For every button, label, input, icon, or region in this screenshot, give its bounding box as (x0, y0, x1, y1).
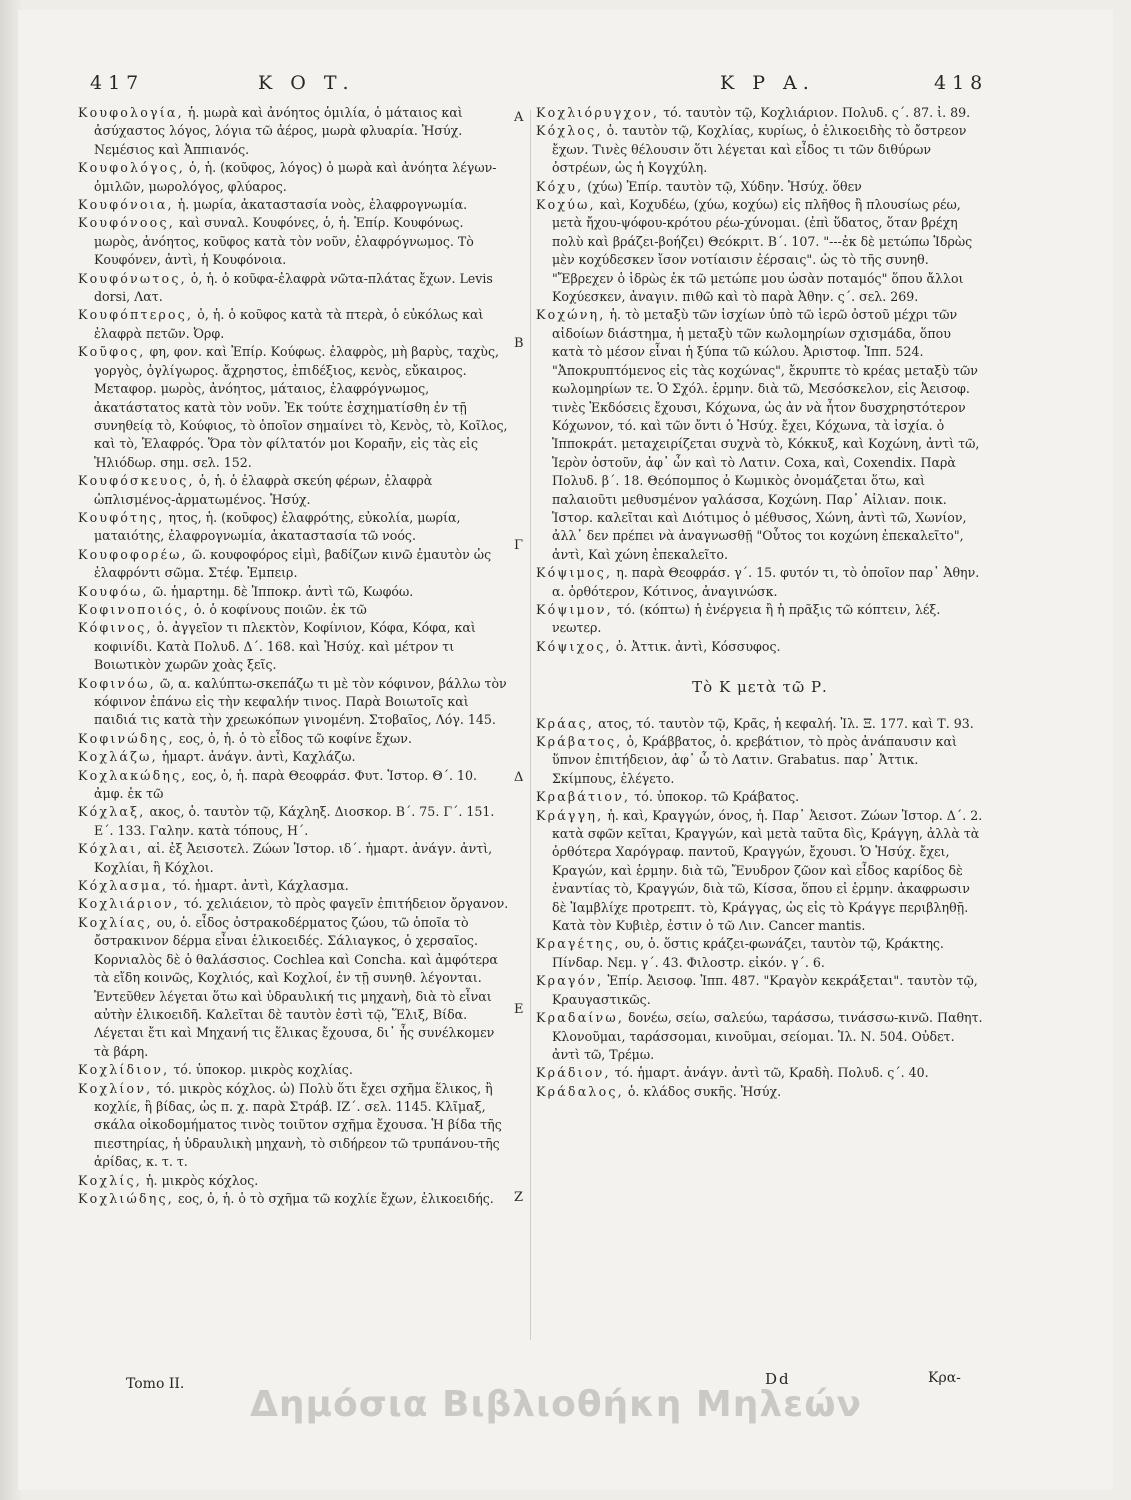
entry-definition: τό. μικρὸς κόχλος. ὠ) Πολὺ ὅτι ἔχει σχῆμα ἕλικος, ἢ κοχλίε, ἢ βίδας, ὡς π. χ. παρὰ Στράβ. ΙΖ΄. σελ. 1145. Κλῖμαξ, σκάλα οἰκοδομήματος τινὸς τοιῦτον σχῆμα ἔχουσα. Ἡ βίδα τῆς πιεστηρίας, ἡ ὑδραυλικὴ μηχανὴ, τὸ σιδήρεον τῶ τρυπάνου-τῆς ἀρίδας, κ. τ. τ. (94, 1080, 502, 1170)
margin-letter-delta: Δ (514, 770, 524, 785)
dictionary-entry (78, 914, 510, 1061)
dictionary-entry (78, 1172, 510, 1190)
dictionary-entry (78, 895, 510, 913)
library-watermark: Δημόσια Βιβλιοθήκη Μηλεών (250, 1384, 863, 1425)
dictionary-entry (536, 564, 984, 601)
entry-headword: Κόχλασμα, (78, 878, 169, 894)
dictionary-entry (78, 306, 510, 343)
dictionary-entry (78, 877, 510, 895)
dictionary-entry (78, 803, 510, 840)
entry-headword: Κοφινόω, (78, 675, 156, 691)
dictionary-entry (536, 1064, 984, 1082)
entry-headword: Κράδαλος, (536, 1083, 624, 1099)
margin-letter-zeta: Ζ (514, 1190, 524, 1205)
dictionary-entry (78, 730, 510, 748)
entry-definition: ὁ. ὁ κοφίνους ποιῶν. ἐκ τῶ (193, 601, 367, 617)
entry-headword: Κοχλακώδης, (78, 767, 188, 783)
entry-definition: ἡ. μωρία, ἀκαταστασία νοὸς, ἐλαφρογνωμία. (177, 197, 468, 213)
entry-definition: εος, ὁ, ἡ. παρὰ Θεοφράσ. Φυτ. Ἱστορ. Θ΄. 10. ἀμφ. ἐκ τῶ (94, 767, 478, 802)
right-column-bottom (536, 715, 984, 1102)
entry-definition: ου, ὁ. ὅστις κράζει-φωνάζει, ταυτὸν τῷ, Κράκτης. Πίνδαρ. Νεμ. γ΄. 43. Φιλοστρ. εἰκόν. γ΄. 6. (552, 936, 944, 970)
entry-headword: Κόψιχος, (536, 638, 612, 654)
dictionary-entry (78, 104, 510, 159)
entry-definition: ὁ, ἡ. ὁ κοῦφος κατὰ τὰ πτερὰ, ὁ εὐκόλως καὶ ἐλαφρὰ πετῶν. Ὀρφ. (94, 307, 484, 341)
entry-definition: τό. χελιάειον, τὸ πρὸς φαγεῖν ἐπιτήδειον ὄργανον. (183, 896, 509, 912)
dictionary-entry (536, 1083, 984, 1101)
dictionary-entry (78, 1190, 510, 1208)
entry-headword: Κοχώνη, (536, 307, 606, 323)
entry-definition: τό. (κόπτω) ἡ ἐνέργεια ἢ ἡ πρᾶξις τῶ κόπτειν, λέξ. νεωτερ. (552, 601, 941, 636)
dictionary-entry (78, 619, 510, 674)
entry-headword: Κοχλίας, (78, 914, 153, 930)
dictionary-entry (78, 472, 510, 509)
volume-label: Tomo II. (126, 1376, 185, 1392)
entry-definition: ὁ, ἡ. (κοῦφος, λόγος) ὁ μωρὰ καὶ ἀνόητα λέγων-ὁμιλῶν, μωρολόγος, φλύαρος. (94, 160, 497, 194)
entry-definition: ὁ. Ἀττικ. ἀντὶ, Κόσσυφος. (615, 638, 781, 654)
entry-headword: Κοχλίς, (78, 1172, 142, 1188)
dictionary-entry (78, 270, 510, 307)
dictionary-entry (78, 1080, 510, 1172)
dictionary-entry (78, 214, 510, 269)
dictionary-entry (78, 196, 510, 214)
entry-headword: Κοχλιώδης, (78, 1190, 174, 1206)
entry-definition: Ἐπίρ. Ἀεισοφ. Ἱππ. 487. "Κραγὸν κεκράξεται". ταυτὸν τῷ, Κραυγαστικῶς. (552, 973, 978, 1007)
entry-definition: ἡμαρτ. ἀνάγν. ἀντὶ, Καχλάζω. (161, 749, 356, 765)
entry-headword: Κράβατος, (536, 734, 623, 749)
entry-headword: Κοχλίδιον, (78, 1062, 170, 1078)
entry-headword: Κράας, (536, 715, 595, 731)
entry-headword: Κουφόπτερος, (78, 307, 194, 323)
dictionary-entry (78, 343, 510, 472)
entry-definition: ἡ. μωρὰ καὶ ἀνόητος ὁμιλία, ὁ μάταιος καὶ ἀσύχαστος λόγος, λόγια τῶ ἀέρος, μωρὰ φλυαρία. Ἡσύχ. Νεμέσιος καὶ Ἀππιανός. (94, 105, 463, 157)
dictionary-entry (536, 788, 984, 806)
entry-definition: τό. ταυτὸν τῷ, Κοχλιάριον. Πολυδ. ς΄. 87. ἰ. 89. (663, 105, 971, 120)
dictionary-entry (78, 675, 510, 730)
dictionary-entry (78, 767, 510, 804)
entry-definition: ὁ, Κράββατος, ὁ. κρεβάτιον, τὸ πρὸς ἀνάπαυσιν καὶ ὕπνον ἐπιτήδειον, ἀφ᾽ ὧ τὸ Λατιν. Grabatus. παρ᾽ Ἀττικ. Σκίμπους, ἐλέγετο. (552, 734, 957, 786)
left-page-number: 417 (90, 72, 145, 94)
entry-headword: Κοχύω, (536, 197, 596, 213)
entry-headword: Κουφόνοια, (78, 197, 174, 213)
left-running-head: Κ Ο Τ. (258, 72, 355, 94)
entry-definition: ακος, ὁ. ταυτὸν τῷ, Κάχληξ. Διοσκορ. Β΄. 75. Γ΄. 151. Ε΄. 133. Γαλην. κατὰ τόπους, Η΄. (94, 804, 495, 838)
dictionary-entry (536, 638, 984, 656)
entry-headword: Κουφόσκευος, (78, 473, 195, 489)
entry-headword: Κουφολόγος, (78, 160, 185, 176)
entry-headword: Κραδαίνω, (536, 1010, 625, 1026)
entry-headword: Κουφόνοος, (78, 215, 175, 231)
entry-headword: Κοχλιάριον, (78, 896, 180, 912)
entry-headword: Κόψιμος, (536, 565, 613, 581)
entry-definition: ῶ. ἡμαρτημ. δὲ Ἱπποκρ. ἀντὶ τῶ, Κωφόω. (152, 583, 414, 599)
dictionary-entry (78, 583, 510, 601)
column-divider (530, 110, 531, 1340)
entry-headword: Κοῦφος, (78, 344, 146, 360)
entry-headword: Κουφόω, (78, 583, 149, 599)
dictionary-entry (536, 733, 984, 788)
entry-definition: ὁ. ἀγγεῖον τι πλεκτὸν, Κοφίνιον, Κόφα, Κόφα, καὶ κοφινίδι. Κατὰ Πολυδ. Δ΄. 168. καὶ Ἡσύχ. καὶ μέτρον τι Βοιωτικὸν χωρῶν χοὰς ξεῖς. (94, 620, 476, 673)
entry-headword: Κραγέτης, (536, 936, 621, 952)
entry-definition: ὁ, ἡ. ὁ κοῦφα-ἐλαφρὰ νῶτα-πλάτας ἔχων. Levis dorsi, Λατ. (94, 270, 493, 305)
entry-definition: δονέω, σείω, σαλεύω, ταράσσω, τινάσσω-κινῶ. Παθητ. Κλονοῦμαι, ταράσσομαι, κινοῦμαι, σείομαι. Ἰλ. Ν. 504. Οὐδετ. ἀντὶ τῶ, Τρέμω. (552, 1010, 983, 1062)
entry-definition: ὁ. κλάδος συκῆς. Ἡσύχ. (627, 1083, 782, 1099)
entry-headword: Κραγόν, (536, 973, 604, 989)
dictionary-entry (78, 840, 510, 877)
entry-headword: Κράγγη, (536, 807, 604, 823)
dictionary-entry (536, 104, 984, 122)
entry-headword: Κραβάτιον, (536, 789, 631, 805)
entry-definition: ῶ, α. καλύπτω-σκεπάζω τι μὲ τὸν κόφινον, βάλλω τὸν κόφινον ἐπάνω εἰς τὴν κεφαλήν τινος. Παρὰ Βοιωτοῖς καὶ παιδιά τις κατὰ τὴν χρεωκόπων γινομένη. Στοβαῖος, Λόγ. 145. (94, 675, 507, 728)
dictionary-entry (78, 601, 510, 619)
entry-definition: τό. ἡμαρτ. ἀντὶ, Κάχλασμα. (172, 878, 349, 894)
margin-letter-beta: Β (514, 336, 524, 351)
dictionary-entry (536, 715, 984, 733)
margin-letter-epsilon: Ε (514, 1002, 524, 1017)
right-page-number: 418 (934, 72, 989, 94)
entry-definition: η. παρὰ Θεοφράσ. γ΄. 15. φυτόν τι, τὸ ὁποῖον παρ᾽ Ἀθην. α. ὀρθότερον, Κότινος, ἀναγινώσκ. (552, 565, 980, 599)
entry-headword: Κοφινώδης, (78, 730, 175, 746)
dictionary-entry (536, 306, 984, 564)
entry-definition: εος, ὁ, ἡ. ὁ τὸ εἶδος τῶ κοφίνε ἔχων. (178, 730, 412, 746)
dictionary-entry (78, 546, 510, 583)
entry-headword: Κουφοφορέω, (78, 546, 188, 562)
entry-headword: Κράδιον, (536, 1065, 611, 1081)
entry-definition: εος, ὁ, ἡ. ὁ τὸ σχῆμα τῶ κοχλίε ἔχων, ἑλικοειδής. (178, 1190, 494, 1206)
entry-headword: Κόψιμον, (536, 601, 613, 617)
entry-headword: Κόχυ, (536, 178, 584, 194)
entry-headword: Κοχλάζω, (78, 749, 158, 765)
catchword: Κρα- (928, 1370, 961, 1386)
left-column (78, 104, 510, 1208)
entry-definition: ὁ, ἡ. ὁ ἐλαφρὰ σκεύη φέρων, ἐλαφρὰ ὡπλισμένος-ἁρματωμένος. Ἡσύχ. (94, 473, 433, 507)
entry-definition: φη, φον. καὶ Ἐπίρ. Κούφως. ἐλαφρὸς, μὴ βαρὺς, ταχὺς, γοργὸς, ὀγλίγωρος. ἄχρηστος, ἐπιδέξιος, κενὸς, εὔκαιρος. Μεταφορ. μωρὸς, ἀνόητος, μάταιος, ἐλαφρόγνωμος, ἀκατάστατος κατὰ τὸν νοῦν. Ἐκ τούτε ἐσχηματίσθη ἐν τῇ συνηθείᾳ τὸ, Κούφιος, τὸ ὁποῖον σημαίνει τὸ, Κενὸς, τὸ, Κοῖλος, καὶ τὸ, Ἐλαφρός. Ὅρα τὸν φίλτατόν μοι Κοραῆν, εἰς τὰς εἰς Ἡλιόδωρ. σημ. σελ. 152. (94, 344, 508, 470)
right-running-head: Κ Ρ Α. (720, 72, 815, 94)
dictionary-entry (78, 1061, 510, 1079)
entry-definition: τό. ὑποκορ. μικρὸς κοχλίας. (173, 1062, 353, 1078)
margin-letter-alpha: Α (514, 110, 524, 125)
entry-definition: τό. ὑποκορ. τῶ Κράβατος. (634, 789, 800, 805)
dictionary-entry (78, 159, 510, 196)
entry-definition: καὶ, Κοχυδέω, (χύω, κοχύω) εἰς πλῆθος ἢ πλουσίως ρέω, μετὰ ἤχου-ψόφου-κρότου ρέω-χύνομαι. (ἐπὶ ὕδατος, ὅταν βρέχη πολὺ καὶ βράζει-βοήζει) Θεόκριτ. Β΄. 107. "---ἐκ δὲ μετώπω Ἱδρὼς μὲν κοχύδεσκεν ἴσον νοτίαισιν ἐέρσαις". ὡς τὸ τῆς συνηθ. "Ἔβρεχεν ὁ ἱδρὼς ἐκ τῶ μετώπε μου ὡσὰν ποταμός" ὅπου ἄλλοι Κοχύεσκεν, ἀναγιν. πιθῶ καὶ τὸ παρὰ Ἀθην. ς΄. σελ. 269. (552, 197, 973, 305)
entry-headword: Κόχλαξ, (78, 804, 146, 820)
dictionary-entry (536, 972, 984, 1009)
entry-definition: ἡ. καὶ, Κραγγών, όνος, ἡ. Παρ᾽ Ἀεισοτ. Ζώων Ἱστορ. Δ΄. 2. κατὰ σφῶν κεῖται, Κραγγών, καὶ μετὰ ταῦτα δὶς, Κράγγη, ἀλλὰ τὰ ὀρθότερα Χαρόγραφ. παντοῦ, Κραγγών, ἔχουσι. Ὁ Ἡσύχ. ἔχει, Κραγών, καὶ ἑρμην. διὰ τῶ, Ἔνυδρον ζῶον καὶ εἶδος καρίδος δὲ ἐναντίας τὸ, Κραγγών, διὰ τῶ, Κίσσα, ὅπου εἰ ἑρμην. ἀκαφρωσιν δὲ Ἰαμβλίχε προτρεπτ. τὸ, Κράγγας, ὡς εἰς τὸ Κράγγε περιβληθῇ. Κατὰ τὸν Κυβιὲρ, ἐστιν ὁ τῶ Λιν. Cancer mantis. (552, 807, 983, 934)
dictionary-entry (536, 601, 984, 638)
entry-definition: καὶ συναλ. Κουφόνες, ὁ, ἡ. Ἐπίρ. Κουφόνως. μωρὸς, ἀνόητος, κοῦφος κατὰ τὸν νοῦν, ἐλαφρόγνωμος. Τὸ Κουφόνεν, ἀντὶ, ἡ Κουφόνοια. (94, 215, 474, 268)
section-heading: Τὸ Κ μετὰ τῶ Ρ. (692, 678, 828, 697)
right-column-top (536, 104, 984, 656)
entry-definition: ου, ὁ. εἶδος ὀστρακοδέρματος ζώου, τῶ ὁποῖα τὸ ὄστρακινον δέρμα εἶναι ἑλικοειδές. Σάλιαγκος, ὁ χερσαῖος. Κορνιαλὸς δὲ ὁ θαλάσσιος. Cochlea καὶ Concha. καὶ ἀμφότερα τὰ εἴδη κοινῶς, Κοχλιός, καὶ Κοχλοί, ἐν τῇ συνηθ. λέγονται. Ἐντεῦθεν λέγεται ὅτω καὶ ὑδραυλική τις μηχανὴ, διὰ τὸ εἶναι αὐτὴν ἑλικοειδῆ. Καλεῖται δὲ ταυτὸν ἐστὶ τῷ, Ἕλιξ, Βίδα. Λέγεται ἔτι καὶ Μηχανή τις ἕλικας ἔχουσα, δι᾽ ἧς συνέλκομεν τὰ βάρη. (94, 914, 498, 1059)
right-column (536, 104, 984, 1101)
margin-letter-gamma: Γ (514, 538, 524, 553)
entry-definition: ἡ. μικρὸς κόχλος. (146, 1172, 259, 1188)
dictionary-entry (536, 935, 984, 972)
entry-definition: αἱ. ἐξ Ἀεισοτελ. Ζώων Ἱστορ. ιδ΄. ἡμαρτ. ἀνάγν. ἀντὶ, Κοχλίαι, ἢ Κόχλοι. (94, 841, 493, 875)
entry-headword: Κόφινος, (78, 620, 153, 636)
entry-definition: (χύω) Ἐπίρ. ταυτὸν τῷ, Χύδην. Ἡσύχ. ὅθεν (587, 178, 862, 194)
dictionary-entry (536, 807, 984, 936)
dictionary-entry (536, 196, 984, 306)
entry-definition: ατος, τό. ταυτὸν τῷ, Κρᾶς, ἡ κεφαλή. Ἰλ. Ξ. 177. καὶ Τ. 93. (598, 715, 974, 731)
entry-headword: Κοφινοποιός, (78, 601, 190, 617)
entry-headword: Κουφολογία, (78, 105, 184, 120)
entry-definition: ῶ. κουφοφόρος εἰμὶ, βαδίζων κινῶ ἐμαυτὸν ὡς ἐλαφρόντι σῶμα. Στέφ. Ἐμπειρ. (94, 546, 492, 581)
entry-headword: Κοχλίον, (78, 1080, 153, 1096)
dictionary-entry (536, 1009, 984, 1064)
entry-headword: Κόχλος, (536, 123, 603, 139)
dictionary-entry (536, 122, 984, 177)
dictionary-entry (536, 178, 984, 196)
entry-definition: ὁ. ταυτὸν τῷ, Κοχλίας, κυρίως, ὁ ἑλικοειδὴς τὸ ὄστρεον ἔχων. Τινὲς θέλουσιν ὅτι λέγεται καὶ εἶδος τι τῶν διθύρων ὀστρέων, ὡς ἡ Κογχύλη. (552, 123, 967, 176)
entry-headword: Κουφόνωτος, (78, 270, 187, 286)
entry-headword: Κόχλαι, (78, 841, 144, 857)
entry-definition: ἡ. τὸ μεταξὺ τῶν ἰσχίων ὑπὸ τῶ ἱερῶ ὀστοῦ μέχρι τῶν αἰδοίων διάστημα, ἡ μεταξὺ τῶν κωλομηρίων σχισμάδα, ὅπου κατὰ τὸ μέσον εἶναι ἡ ξύπα τῶ κώλου. Ἀριστοφ. Ἱππ. 524. "Ἀποκρυπτόμενος εἰς τὰς κοχώνας", ἔκρυπτε τὸ κρέας μεταξὺ τῶν κωλομηρίων τε. Ὁ Σχόλ. ἑρμην. διὰ τῶ, Μεσόσκελον, εἰς Ἀεισοφ. τινὲς Ἐκδόσεις ἔχουσι, Κόχωνα, ὡς ἀν νὰ ἦτον δυσχρηστότερον Κόχωνον, τό. καὶ τῶν ὄντι ὁ Ἡσύχ. ἔχει, Κόχωνα, τὰ ἰσχία. ὁ Ἱπποκράτ. μεταχειρίζεται συχνὰ τὸ, Κόκκυξ, καὶ Κοχώνη, ἀντὶ τῶ, Ἱερὸν ὀστοῦν, ἀφ᾽ ὧν καὶ τὸ Λατιν. Coxa, καὶ, Coxendix. Παρὰ Πολυδ. β΄. 18. Θεόπομπος ὁ Κωμικὸς ὀνομάζεται ὅτω, καὶ παλαιοῦτι μεθυσμένον γαλάσσα, Κοχώνη. Παρ᾽ Αἰλιαν. ποικ. Ἱστορ. καλεῖται καὶ Διότιμος ὁ μέθυσος, Χώνη, ἀντὶ τῶ, Χωνίον, ἀλλ᾽ δεν πρέπει νὰ ἀναγνωσθῇ "Οὗτος τοι κοχώνη ἐπεκαλεῖτο", ἀντὶ, Καὶ χώνη ἐπεκαλεῖτο. (552, 307, 980, 562)
dictionary-entry (78, 748, 510, 766)
entry-definition: τό. ἡμαρτ. ἀνάγν. ἀντὶ τῶ, Κραδὴ. Πολυδ. ς΄. 40. (614, 1065, 929, 1081)
entry-headword: Κοχλιόρυγχον, (536, 105, 660, 120)
signature-mark: Dd (765, 1370, 791, 1388)
entry-headword: Κουφότης, (78, 509, 165, 525)
dictionary-entry (78, 509, 510, 546)
entry-definition: ητος, ἡ. (κοῦφος) ἐλαφρότης, εὐκολία, μωρία, ματαιότης, ἐλαφρογνωμία, ἀκαταστασία τῶ νοός. (94, 509, 461, 544)
